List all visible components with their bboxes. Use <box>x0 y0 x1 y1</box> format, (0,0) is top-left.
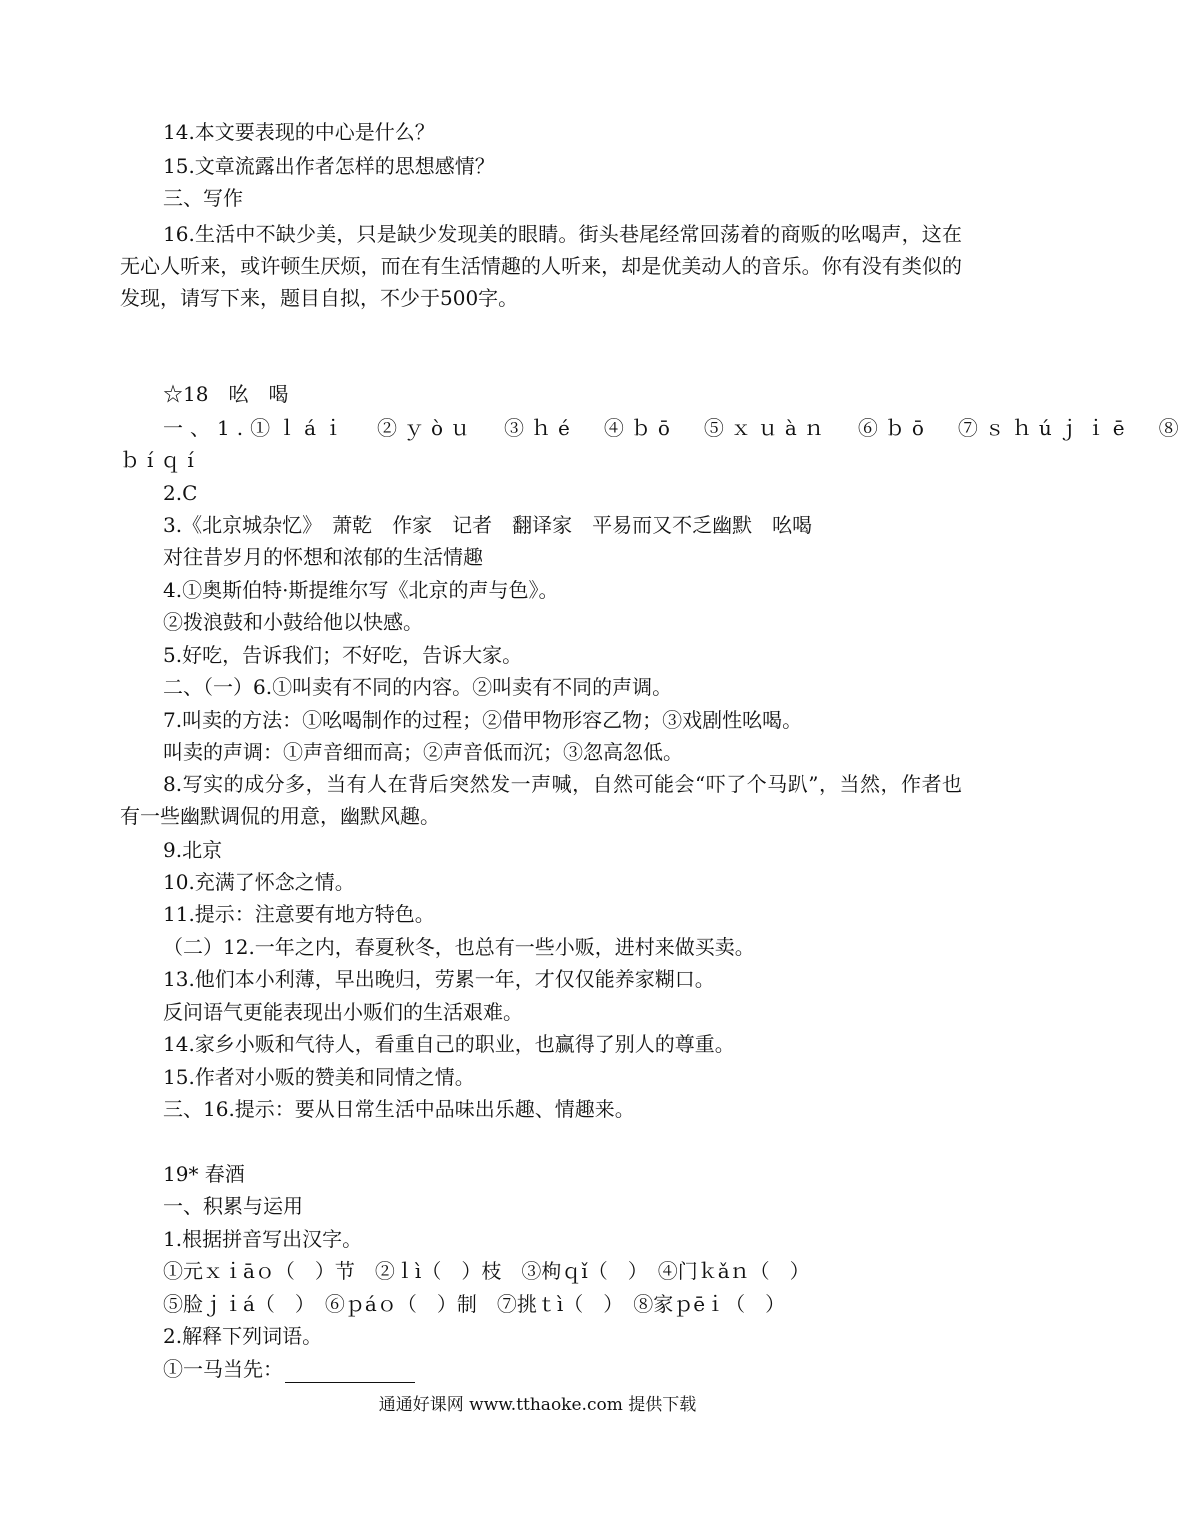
page-footer: 通通好课网 www.tthaoke.com 提供下载 <box>378 1395 697 1415</box>
answer-10: 10.充满了怀念之情。 <box>163 870 355 894</box>
answer-5: 5.好吃，告诉我们；不好吃，告诉大家。 <box>163 643 523 667</box>
question-1-line2: ⑤脸ｊｉá（ ） ⑥ｐáｏ（ ）制 ⑦挑ｔì（ ） ⑧家ｐēｉ（ ） <box>163 1292 786 1316</box>
question-2-item-1 <box>163 1355 415 1383</box>
lesson-18-heading: ☆18 吆 喝 <box>163 382 289 406</box>
answer-3-line2: 对往昔岁月的怀想和浓郁的生活情趣 <box>163 545 483 569</box>
answer-blank[interactable] <box>285 1360 415 1383</box>
lesson-19-heading: 19* 春酒 <box>163 1162 245 1186</box>
answer-9: 9.北京 <box>163 838 223 862</box>
section-accumulation-heading: 一、积累与运用 <box>163 1194 303 1218</box>
answer-8-paragraph: 8.写实的成分多，当有人在背后突然发一声喊，自然可能会“吓了个马趴”，当然，作者也有一些幽默调侃的用意，幽默风趣。 <box>120 772 962 828</box>
answer-1-line2: ｂíｑí <box>120 448 201 472</box>
question-2: 2.解释下列词语。 <box>163 1324 323 1348</box>
answer-7-2: 叫卖的声调：①声音细而高；②声音低而沉；③忽高忽低。 <box>163 740 683 764</box>
answer-4-1: 4.①奥斯伯特·斯提维尔写《北京的声与色》。 <box>163 578 559 602</box>
question-15: 15.文章流露出作者怎样的思想感情？ <box>163 154 495 178</box>
answer-13-1: 13.他们本小利薄，早出晚归，劳累一年，才仅仅能养家糊口。 <box>163 967 715 991</box>
section-writing-heading: 三、写作 <box>163 186 243 210</box>
question-1-line1: ①元ｘｉāｏ（ ）节 ②ｌì（ ）枝 ③枸ｑǐ（ ） ④门ｋǎｎ（ ） <box>163 1259 810 1283</box>
answer-2: 2.C <box>163 481 198 505</box>
answer-6: 二、（一）6.①叫卖有不同的内容。②叫卖有不同的声调。 <box>163 675 673 699</box>
question-1: 1.根据拼音写出汉字。 <box>163 1227 363 1251</box>
answer-16: 三、16.提示：要从日常生活中品味出乐趣、情趣来。 <box>163 1097 635 1121</box>
question-2-item-1-label: ①一马当先： <box>163 1357 283 1381</box>
answer-15: 15.作者对小贩的赞美和同情之情。 <box>163 1065 475 1089</box>
answer-4-2: ②拨浪鼓和小鼓给他以快感。 <box>163 610 423 634</box>
answer-11: 11.提示：注意要有地方特色。 <box>163 902 435 926</box>
question-14: 14.本文要表现的中心是什么？ <box>163 120 435 144</box>
answer-7-1: 7.叫卖的方法：①吆喝制作的过程；②借甲物形容乙物；③戏剧性吆喝。 <box>163 708 803 732</box>
answer-12: （二）12.一年之内，春夏秋冬，也总有一些小贩，进村来做买卖。 <box>163 935 755 959</box>
answer-13-2: 反问语气更能表现出小贩们的生活艰难。 <box>163 1000 523 1024</box>
answer-3-line1: 3.《北京城杂忆》 萧乾 作家 记者 翻译家 平易而又不乏幽默 吆喝 <box>163 513 813 537</box>
question-16-paragraph: 16.生活中不缺少美，只是缺少发现美的眼睛。街头巷尾经常回荡着的商贩的吆喝声，这在无心人听来，或许顿生厌烦，而在有生活情趣的人听来，却是优美动人的音乐。你有没有类似的发现，请写下来，题目自拟，不少于500字。 <box>120 222 962 310</box>
answer-1-line1: 一、1.①ｌáｉ ②ｙòｕ ③ｈé ④ｂō ⑤ｘｕàｎ ⑥ｂō ⑦ｓｈúｊｉē ⑧ <box>163 416 1186 440</box>
answer-14: 14.家乡小贩和气待人，看重自己的职业，也赢得了别人的尊重。 <box>163 1032 735 1056</box>
